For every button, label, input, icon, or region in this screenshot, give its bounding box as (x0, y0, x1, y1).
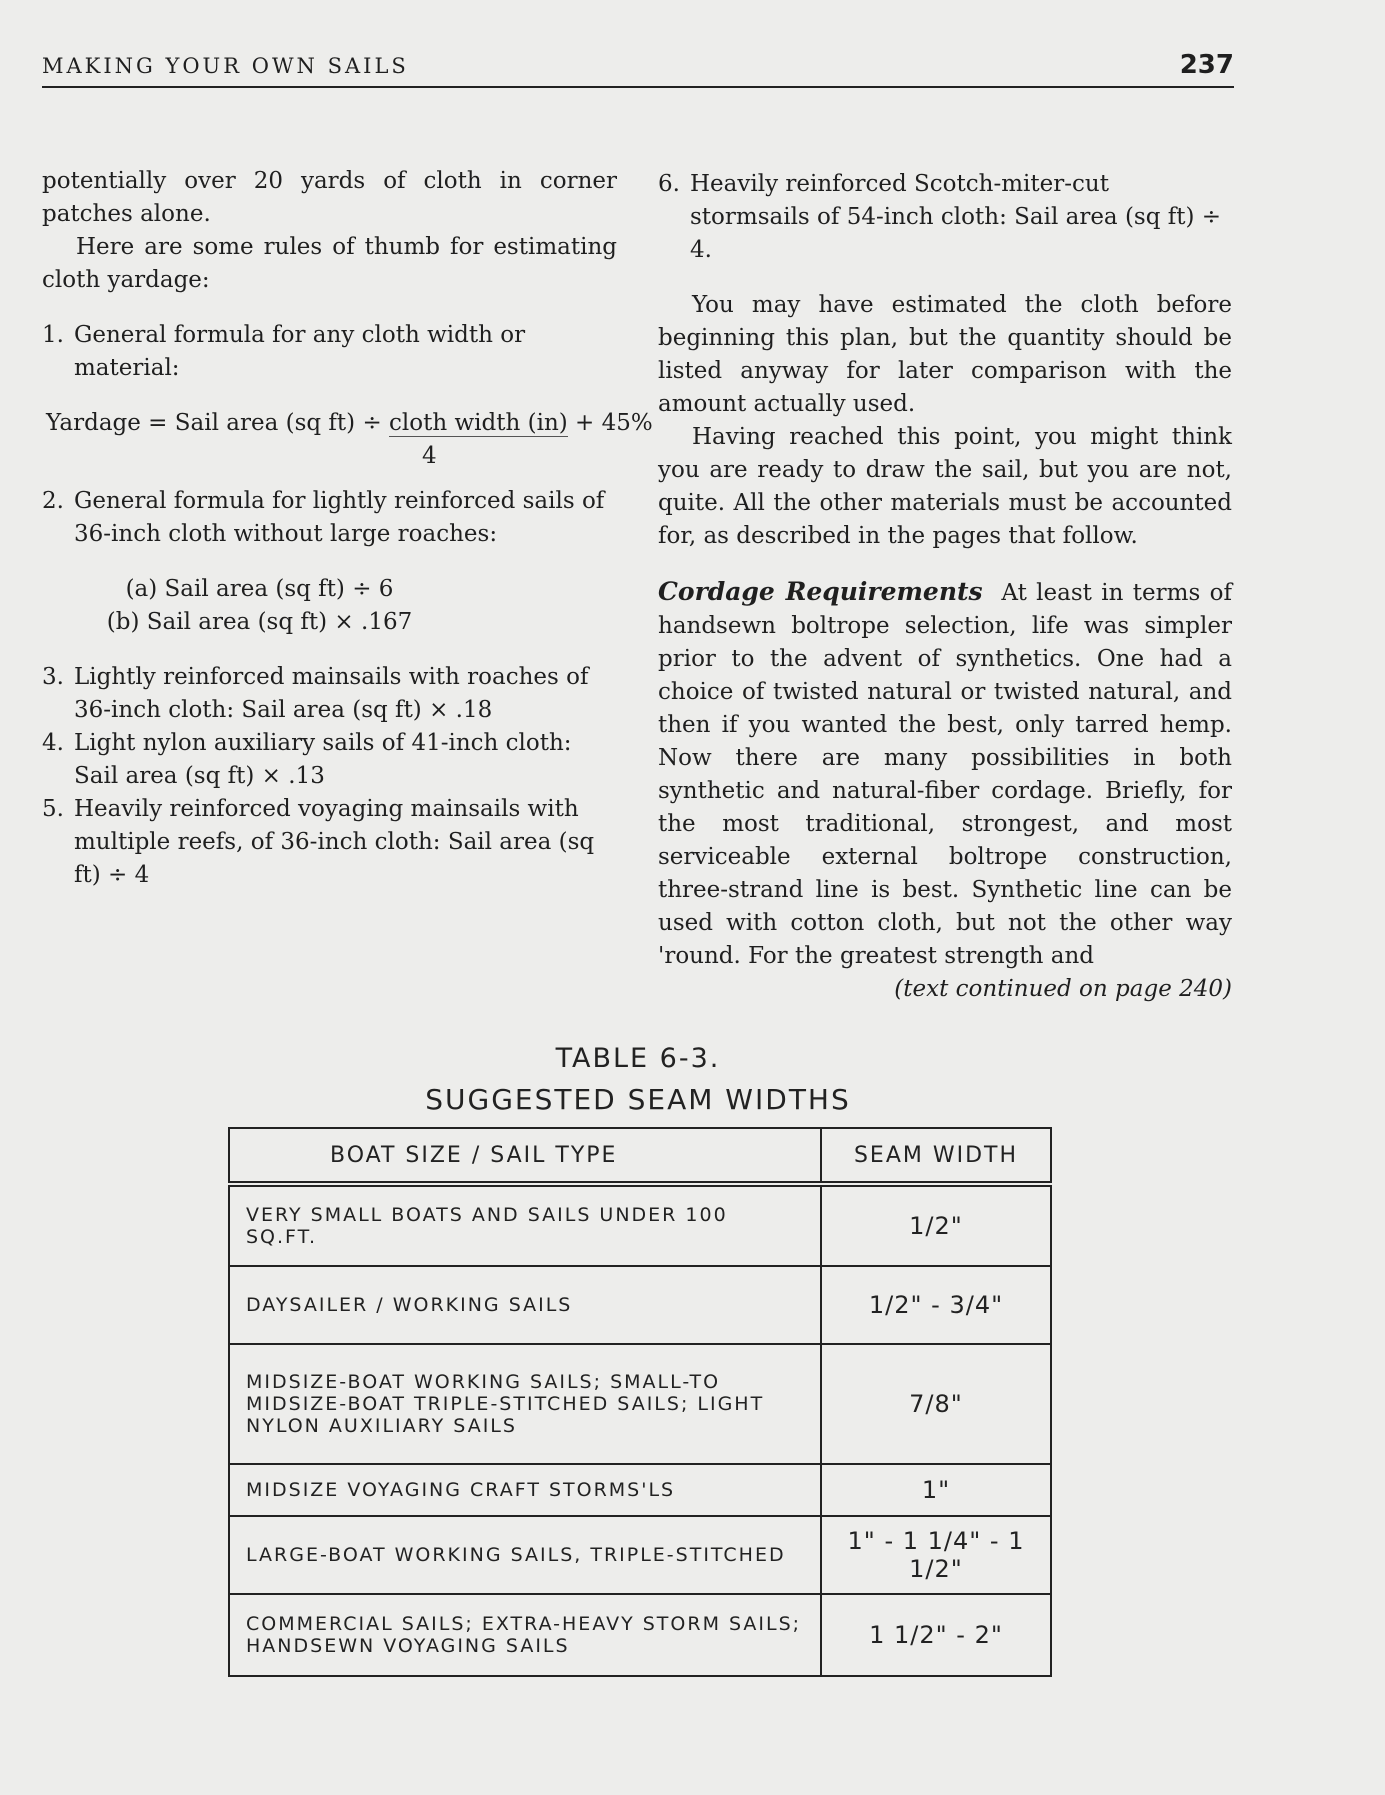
continued-note: (text continued on page 240) (894, 976, 1232, 1002)
right-column (658, 168, 1232, 1006)
seam-width-cell: 1/2" - 3/4" (821, 1266, 1051, 1344)
list-text: Light nylon auxiliary sails of 41-inch cloth: Sail area (sq ft) × .13 (74, 730, 572, 789)
list-number: 3. (42, 664, 64, 690)
table-row (229, 1266, 1051, 1344)
paragraph: At least in terms of handsewn boltrope selection, life was simpler prior to the advent of synthetics. One had a choice of twisted natural or twisted natural, and then if you wanted the best, only tarred hemp. Now there are many possibilities in both synthetic and natural-fiber cordage. Briefly, for the most traditional, strongest, and most serviceable external boltrope construction, three-strand line is best. Synthetic line can be used with cotton cloth, but not the other way 'round. For the greatest strength and (658, 580, 1232, 969)
list-number: 2. (42, 488, 64, 514)
list-text: Heavily reinforced Scotch-miter-cut stormsails of 54-inch cloth: Sail area (sq ft) ÷ 4. (690, 171, 1222, 263)
sail-type-cell: MIDSIZE VOYAGING CRAFT STORMS'LS (229, 1464, 821, 1516)
table-row (229, 1184, 1051, 1266)
running-head (42, 50, 1234, 88)
sail-type-cell: MIDSIZE-BOAT WORKING SAILS; SMALL-TO MIDSIZE-BOAT TRIPLE-STITCHED SAILS; LIGHT NYLON AUXILIARY SAILS (229, 1344, 821, 1464)
page-number: 237 (1179, 50, 1234, 80)
table-title-number: TABLE 6-3. (555, 1043, 721, 1074)
formula-tail: + 45% (567, 410, 653, 436)
formula-denominator: 4 (422, 443, 437, 469)
list-item (42, 661, 617, 727)
seam-width-cell: 1" - 1 1/4" - 1 1/2" (821, 1516, 1051, 1594)
sail-type-cell: LARGE-BOAT WORKING SAILS, TRIPLE-STITCHED (229, 1516, 821, 1594)
table-row (229, 1464, 1051, 1516)
paragraph: potentially over 20 yards of cloth in corner patches alone. (42, 168, 617, 227)
paragraph: Having reached this point, you might think you are ready to draw the sail, but you are not, quite. All the other materials must be accounted for, as described in the pages that follow. (658, 424, 1232, 549)
paragraph: Here are some rules of thumb for estimating cloth yardage: (42, 234, 617, 293)
column-header: BOAT SIZE / SAIL TYPE (229, 1128, 821, 1184)
seam-width-table (228, 1127, 1052, 1677)
list-text: General formula for lightly reinforced sails of 36-inch cloth without large roaches: (74, 488, 605, 547)
formula-numerator: cloth width (in) (389, 410, 568, 436)
list-number: 6. (658, 171, 680, 197)
sail-type-cell: COMMERCIAL SAILS; EXTRA-HEAVY STORM SAILS; HANDSEWN VOYAGING SAILS (229, 1594, 821, 1676)
list-number: 5. (42, 796, 64, 822)
paragraph: You may have estimated the cloth before beginning this plan, but the quantity should be listed anyway for later comparison with the amount actually used. (658, 292, 1232, 417)
list-item (658, 168, 1232, 267)
column-header: SEAM WIDTH (821, 1128, 1051, 1184)
formula-lead: Yardage = Sail area (sq ft) ÷ (46, 410, 390, 436)
section-heading: Cordage Requirements (658, 577, 983, 606)
formula-option-a: (a) Sail area (sq ft) ÷ 6 (125, 576, 394, 602)
formula-option-b: (b) Sail area (sq ft) × .167 (106, 609, 413, 635)
list-number: 1. (42, 322, 64, 348)
seam-width-cell: 7/8" (821, 1344, 1051, 1464)
sail-type-cell: DAYSAILER / WORKING SAILS (229, 1266, 821, 1344)
list-number: 4. (42, 730, 64, 756)
table-row (229, 1516, 1051, 1594)
sail-type-cell: VERY SMALL BOATS AND SAILS UNDER 100 SQ.FT. (229, 1184, 821, 1266)
list-item (42, 319, 617, 385)
table-row (229, 1594, 1051, 1676)
list-item (42, 727, 617, 793)
table-row (229, 1344, 1051, 1464)
seam-width-cell: 1 1/2" - 2" (821, 1594, 1051, 1676)
yardage-formula (42, 407, 653, 473)
running-head-title: MAKING YOUR OWN SAILS (42, 54, 409, 78)
list-text: Lightly reinforced mainsails with roaches of 36-inch cloth: Sail area (sq ft) × .18 (74, 664, 589, 723)
list-text: Heavily reinforced voyaging mainsails with multiple reefs, of 36-inch cloth: Sail area (sq ft) ÷ 4 (74, 796, 595, 888)
table-title: SUGGESTED SEAM WIDTHS (425, 1083, 851, 1116)
left-column (42, 165, 653, 892)
list-item (42, 485, 617, 551)
seam-width-cell: 1/2" (821, 1184, 1051, 1266)
list-item (42, 793, 617, 892)
seam-width-cell: 1" (821, 1464, 1051, 1516)
list-text: General formula for any cloth width or material: (74, 322, 526, 381)
